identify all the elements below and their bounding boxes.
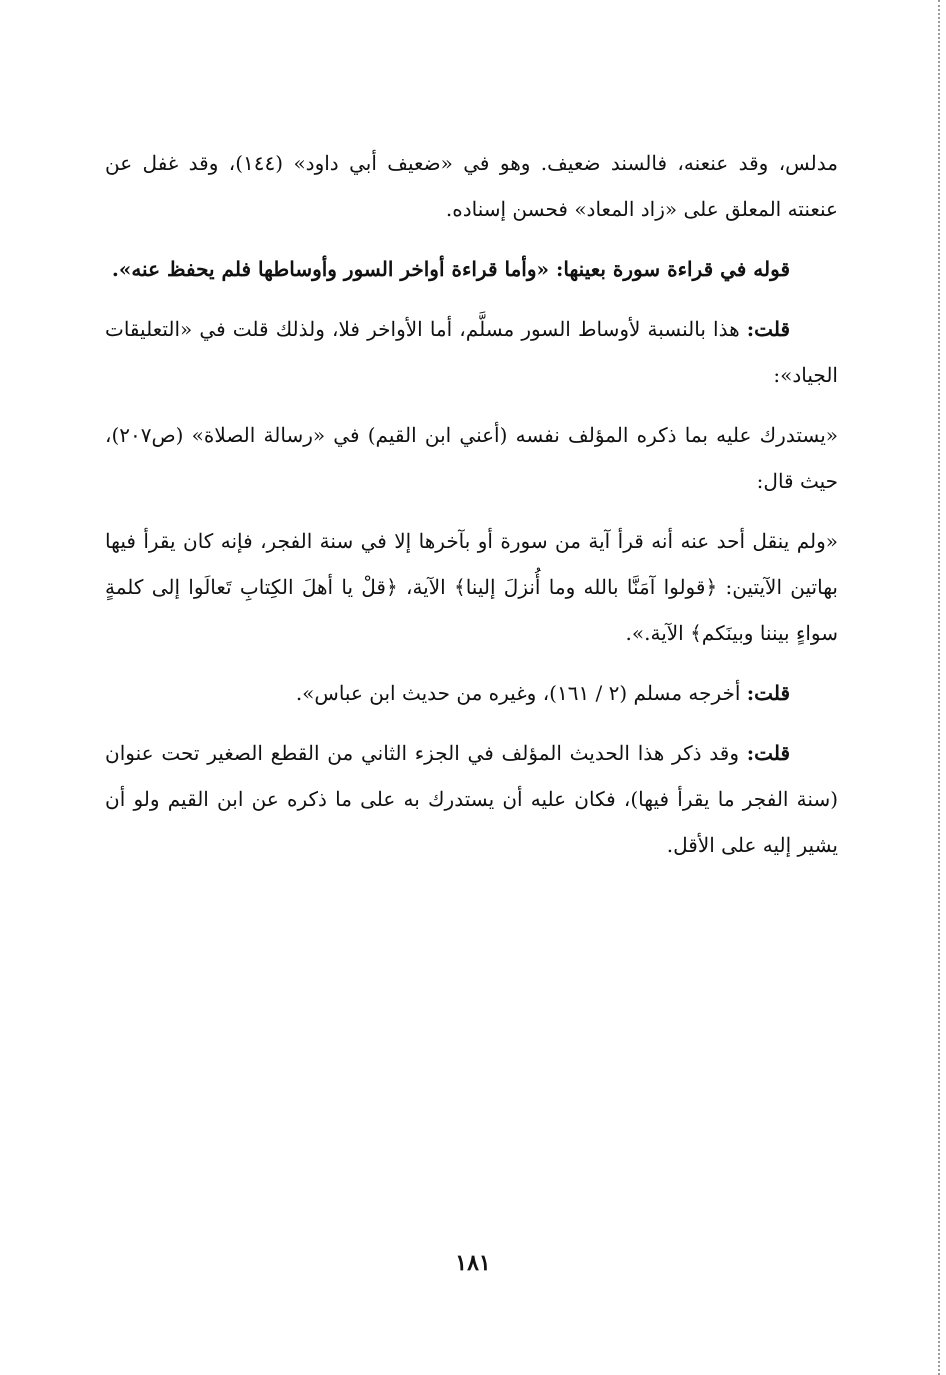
paragraph-1-text: مدلس، وقد عنعنه، فالسند ضعيف. وهو في «ضعيف أبي داود» (١٤٤)، وقد غفل عن عنعنته المعلق على «زاد المعاد» فحسن إسناده. bbox=[105, 151, 838, 221]
paragraph-2-text: قوله في قراءة سورة بعينها: «وأما قراءة أواخر السور وأوساطها فلم يحفظ عنه». bbox=[111, 257, 790, 281]
paragraph-5-text: «ولم ينقل أحد عنه أنه قرأ آية من سورة أو بآخرها إلا في سنة الفجر، فإنه كان يقرأ فيها بهاتين الآيتين: ﴿قولوا آمَنَّا بالله وما أُنزلَ إلينا﴾ الآية، ﴿قلْ يا أهلَ الكِتابِ تَعالَوا إلى كلمةٍ سواءٍ بيننا وبينَكم﴾ الآية.». bbox=[105, 529, 838, 645]
paragraph-7-lead: قلت: bbox=[746, 741, 790, 765]
paragraph-3-text: هذا بالنسبة لأوساط السور مسلَّم، أما الأواخر فلا، ولذلك قلت في «التعليقات الجياد»: bbox=[105, 317, 838, 387]
paragraph-4-text: «يستدرك عليه بما ذكره المؤلف نفسه (أعني ابن القيم) في «رسالة الصلاة» (ص٢٠٧)، حيث قال: bbox=[105, 423, 838, 493]
paragraph-7-text: وقد ذكر هذا الحديث المؤلف في الجزء الثاني من القطع الصغير تحت عنوان (سنة الفجر ما يقرأ فيها)، فكان عليه أن يستدرك به على ما ذكره عن ابن القيم ولو أن يشير إليه على الأقل. bbox=[105, 741, 838, 857]
paragraph-6 bbox=[105, 670, 838, 716]
paragraph-7 bbox=[105, 730, 838, 868]
paragraph-3-lead: قلت: bbox=[746, 317, 790, 341]
paragraph-3 bbox=[105, 306, 838, 398]
paragraph-6-lead: قلت: bbox=[746, 681, 790, 705]
paragraph-4 bbox=[105, 412, 838, 504]
paragraph-2-quoted-statement bbox=[105, 246, 838, 292]
page-number: ١٨١ bbox=[455, 1250, 491, 1276]
page-body-text bbox=[105, 140, 838, 882]
page-edge-dotted-line bbox=[938, 0, 940, 1375]
paragraph-6-text: أخرجه مسلم (٢ / ١٦١)، وغيره من حديث ابن عباس». bbox=[295, 681, 741, 705]
paragraph-1 bbox=[105, 140, 838, 232]
paragraph-5 bbox=[105, 518, 838, 656]
